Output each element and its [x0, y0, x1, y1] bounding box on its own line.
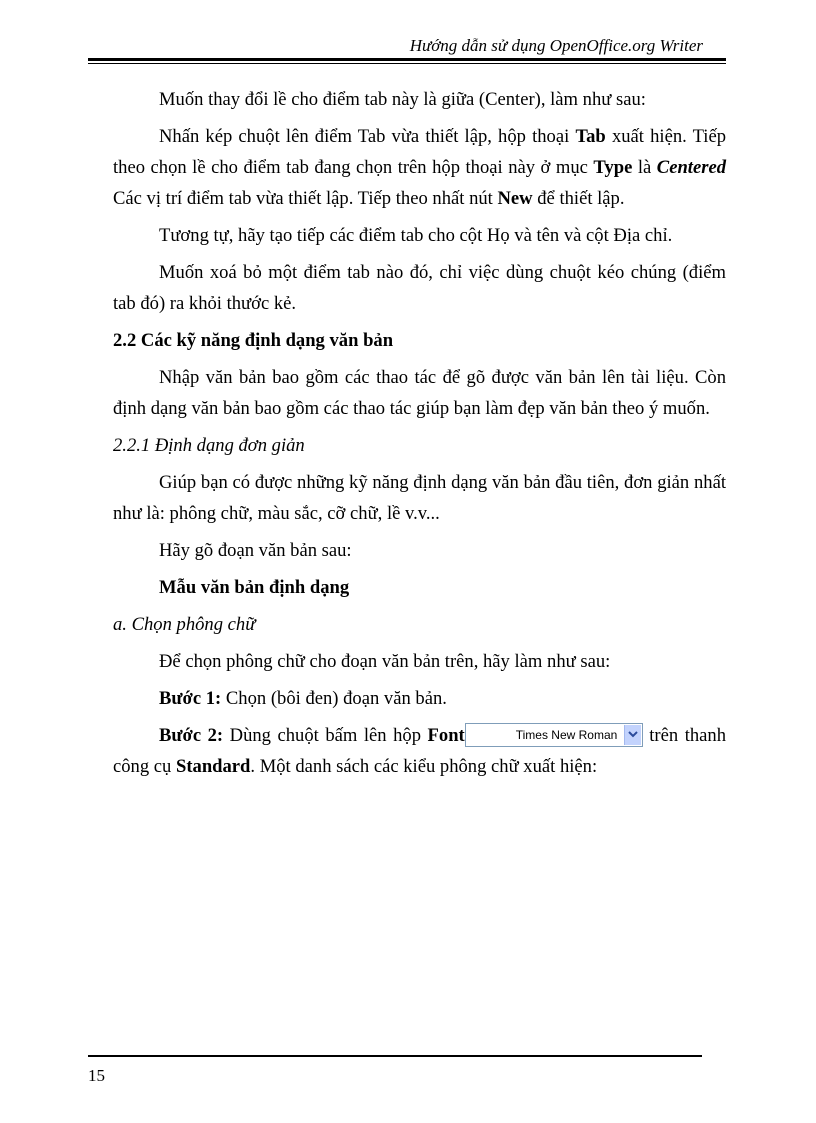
paragraph: Hãy gõ đoạn văn bản sau:	[159, 540, 352, 561]
step-text: trên thanh công cụ	[113, 725, 727, 777]
paragraph	[113, 121, 726, 214]
text: xuất hiện. Tiếp theo chọn lề cho điểm tab đang chọn trên hộp thoại này ở mục	[113, 126, 727, 178]
header-title: Hướng dẫn sử dụng OpenOffice.org Writer	[409, 36, 703, 55]
subsection-heading: 2.2.1 Định dạng đơn giản	[113, 435, 305, 456]
step-2	[113, 720, 726, 782]
bold-italic-text: Centered	[656, 157, 726, 178]
step-label: Bước 2:	[159, 725, 224, 746]
step-1	[113, 683, 726, 714]
bold-text: New	[497, 188, 533, 209]
sample-title: Mẫu văn bản định dạng	[159, 577, 350, 598]
header-rule	[88, 58, 726, 61]
paragraph: Nhập văn bản bao gồm các thao tác để gõ được văn bản lên tài liệu. Còn định dạng văn bản bao gồm các thao tác giúp bạn làm đẹp văn bản theo ý muốn.	[113, 367, 726, 419]
text: Các vị trí điểm tab vừa thiết lập. Tiếp theo nhất nút	[113, 188, 498, 209]
step-text: Chọn (bôi đen) đoạn văn bản.	[221, 688, 447, 709]
bold-text: Standard	[176, 756, 251, 777]
text: là	[632, 157, 657, 178]
subsection-heading: a. Chọn phông chữ	[113, 614, 256, 635]
paragraph: Giúp bạn có được những kỹ năng định dạng văn bản đầu tiên, đơn giản nhất như là: phông chữ, màu sắc, cỡ chữ, lề v.v...	[113, 472, 726, 524]
paragraph: Để chọn phông chữ cho đoạn văn bản trên, hãy làm như sau:	[159, 651, 611, 672]
step-text: Dùng chuột bấm lên hộp	[223, 725, 428, 746]
chevron-down-icon[interactable]	[624, 725, 641, 745]
font-name-value: Times New Roman	[515, 727, 618, 742]
font-name-dropdown[interactable]	[465, 723, 643, 747]
step-label: Bước 1:	[159, 688, 222, 709]
bold-text: Font	[427, 725, 465, 746]
paragraph: Tương tự, hãy tạo tiếp các điểm tab cho cột Họ và tên và cột Địa chỉ.	[159, 225, 673, 246]
page-content	[113, 84, 726, 782]
paragraph: Muốn xoá bỏ một điểm tab nào đó, chỉ việc dùng chuột kéo chúng (điểm tab đó) ra khỏi thước kẻ.	[113, 262, 726, 314]
header-rule-thin	[88, 63, 726, 64]
footer-rule	[88, 1055, 702, 1057]
text: Nhấn kép chuột lên điểm Tab vừa thiết lập, hộp thoại	[159, 126, 576, 147]
bold-text: Type	[593, 157, 633, 178]
bold-text: Tab	[575, 126, 606, 147]
paragraph: Muốn thay đổi lề cho điểm tab này là giữa (Center), làm như sau:	[159, 89, 646, 110]
step-text: . Một danh sách các kiểu phông chữ xuất hiện:	[250, 756, 598, 777]
section-heading: 2.2 Các kỹ năng định dạng văn bản	[113, 330, 394, 351]
page-number: 15	[88, 1066, 105, 1085]
text: để thiết lập.	[532, 188, 625, 209]
